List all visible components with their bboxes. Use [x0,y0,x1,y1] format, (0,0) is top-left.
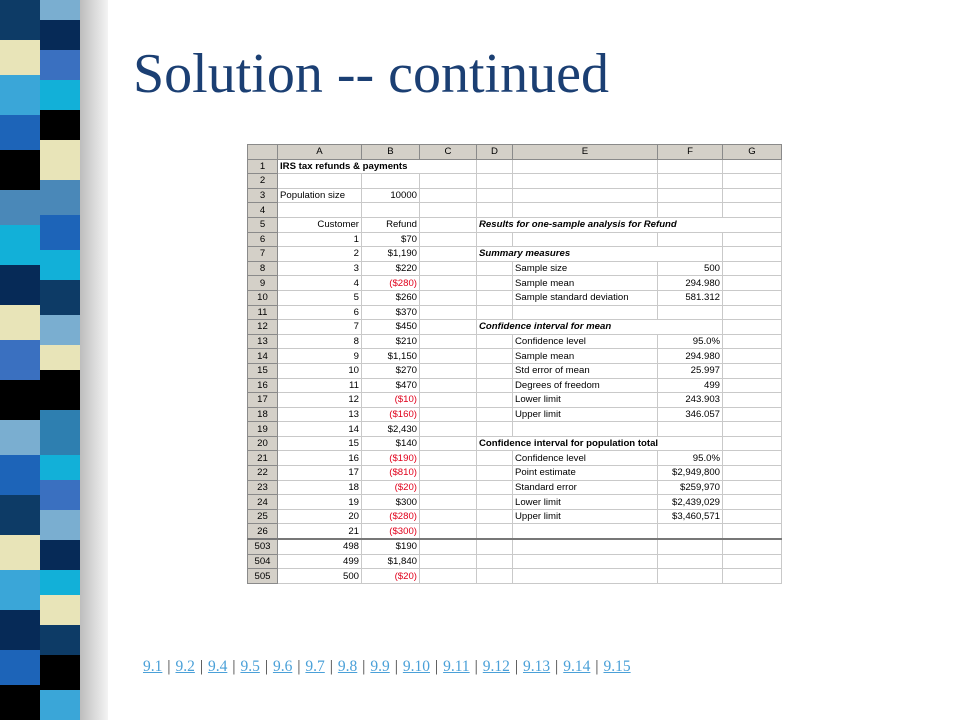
refund-header[interactable]: Refund [362,217,420,232]
refund-cell[interactable]: $220 [362,261,420,276]
cell-e[interactable] [513,159,658,174]
cell-g[interactable] [723,422,782,437]
label-cell[interactable] [513,524,658,539]
nav-link-9-1[interactable]: 9.1 [143,658,163,675]
cell-c[interactable] [420,393,477,408]
customer-cell[interactable]: 17 [278,466,362,481]
table-row [248,495,782,510]
cell-d[interactable] [477,334,513,349]
table-row [248,232,782,247]
table-row [248,174,782,189]
cell-c[interactable] [420,232,477,247]
refund-cell[interactable]: $190 [362,539,420,554]
nav-link-9-5[interactable]: 9.5 [240,658,260,675]
table-row [248,451,782,466]
table-row [248,466,782,481]
column-header-e[interactable]: E [513,145,658,160]
customer-cell[interactable]: 499 [278,554,362,569]
ci-mean-heading[interactable]: Confidence interval for mean [477,320,723,335]
population-label[interactable]: Population size [278,188,362,203]
cell-g[interactable] [723,290,782,305]
label-cell[interactable]: Sample mean [513,276,658,291]
refund-cell[interactable]: $210 [362,334,420,349]
cell-c[interactable] [420,247,477,262]
row-header[interactable]: 2 [248,174,278,189]
value-cell[interactable]: $3,460,571 [658,509,723,524]
label-cell[interactable] [513,174,658,189]
cell-g[interactable] [723,334,782,349]
cell-d[interactable] [477,569,513,584]
cell-g[interactable] [723,554,782,569]
nav-link-9-15[interactable]: 9.15 [603,658,631,675]
cell-c[interactable] [420,480,477,495]
cell-g[interactable] [723,495,782,510]
table-row [248,422,782,437]
cell-c[interactable] [420,261,477,276]
refund-cell[interactable]: $1,840 [362,554,420,569]
customer-cell[interactable]: 3 [278,261,362,276]
cell-c[interactable] [420,407,477,422]
row-header[interactable]: 14 [248,349,278,364]
cell-d[interactable] [477,451,513,466]
cell-g[interactable] [723,320,782,335]
value-cell[interactable]: 346.057 [658,407,723,422]
customer-cell[interactable]: 14 [278,422,362,437]
cell-g[interactable] [723,466,782,481]
cell-c[interactable] [420,305,477,320]
row-header[interactable]: 505 [248,569,278,584]
cell-g[interactable] [723,188,782,203]
row-header[interactable]: 16 [248,378,278,393]
column-header-row [248,145,782,160]
cell-c[interactable] [420,554,477,569]
refund-cell[interactable]: ($20) [362,480,420,495]
row-header[interactable]: 9 [248,276,278,291]
column-header-a[interactable]: A [278,145,362,160]
value-cell[interactable] [658,554,723,569]
row-header[interactable]: 3 [248,188,278,203]
cell-c[interactable] [420,495,477,510]
customer-cell[interactable]: 20 [278,509,362,524]
ci-total-heading[interactable]: Confidence interval for population total [477,436,723,451]
slide-title: Solution -- continued [133,43,609,105]
cell-c[interactable] [420,524,477,539]
table-row [248,569,782,584]
row-header[interactable]: 17 [248,393,278,408]
value-cell[interactable] [658,232,723,247]
cell-c[interactable] [420,349,477,364]
customer-cell[interactable]: 498 [278,539,362,554]
table-row [248,159,782,174]
cell-c[interactable] [420,217,477,232]
cell-c[interactable] [420,334,477,349]
table-row [248,554,782,569]
customer-cell[interactable]: 11 [278,378,362,393]
cell-c[interactable] [420,276,477,291]
row-header[interactable]: 24 [248,495,278,510]
cell-g[interactable] [723,407,782,422]
decorative-stripe [0,0,110,720]
cell-f[interactable] [658,159,723,174]
table-row [248,436,782,451]
cell-d[interactable] [477,305,513,320]
refund-cell[interactable]: ($300) [362,524,420,539]
stripe-shadow [80,0,108,720]
cell-g[interactable] [723,569,782,584]
refund-cell[interactable]: ($810) [362,466,420,481]
cell-d[interactable] [477,509,513,524]
value-cell[interactable]: $259,970 [658,480,723,495]
refund-cell[interactable]: $270 [362,363,420,378]
customer-cell[interactable]: 15 [278,436,362,451]
refund-cell[interactable]: ($20) [362,569,420,584]
nav-separator: | [264,658,268,675]
cell-d[interactable] [477,203,513,218]
table-row [248,247,782,262]
cell-c[interactable] [420,466,477,481]
row-header[interactable]: 18 [248,407,278,422]
label-cell[interactable] [513,232,658,247]
cell-g[interactable] [723,159,782,174]
nav-link-9-11[interactable]: 9.11 [443,658,470,675]
customer-cell[interactable]: 19 [278,495,362,510]
value-cell[interactable] [658,174,723,189]
cell-g[interactable] [723,276,782,291]
refund-cell[interactable]: $1,150 [362,349,420,364]
refund-cell[interactable]: $1,190 [362,247,420,262]
population-value[interactable]: 10000 [362,188,420,203]
row-header[interactable]: 22 [248,466,278,481]
cell-d[interactable] [477,261,513,276]
table-row [248,188,782,203]
label-cell[interactable]: Degrees of freedom [513,378,658,393]
nav-separator: | [435,658,439,675]
nav-link-9-6[interactable]: 9.6 [272,658,293,675]
cell-c[interactable] [420,188,477,203]
nav-link-9-14[interactable]: 9.14 [563,658,591,675]
customer-cell[interactable]: 10 [278,363,362,378]
table-row [248,349,782,364]
cell-f[interactable] [658,188,723,203]
cell-g[interactable] [723,247,782,262]
nav-separator: | [297,658,301,675]
table-row [248,509,782,524]
label-cell[interactable] [513,203,658,218]
table-row [248,393,782,408]
label-cell[interactable]: Sample standard deviation [513,290,658,305]
cell-d[interactable] [477,524,513,539]
table-row [248,480,782,495]
row-header[interactable]: 13 [248,334,278,349]
nav-link-9-13[interactable]: 9.13 [523,658,551,675]
value-cell[interactable]: 581.312 [658,290,723,305]
customer-cell[interactable]: 13 [278,407,362,422]
nav-separator: | [555,658,559,675]
nav-separator: | [595,658,599,675]
refund-cell[interactable]: $2,430 [362,422,420,437]
cell-g[interactable] [723,480,782,495]
cell-d[interactable] [477,539,513,554]
spreadsheet-grid [247,144,782,584]
refund-cell[interactable]: $370 [362,305,420,320]
label-cell[interactable]: Lower limit [513,495,658,510]
label-cell[interactable]: Std error of mean [513,363,658,378]
customer-header[interactable]: Customer [278,217,362,232]
cell-c[interactable] [420,509,477,524]
cell-g[interactable] [723,261,782,276]
value-cell[interactable]: 25.997 [658,363,723,378]
slide-nav-links [143,658,631,676]
value-cell[interactable]: 500 [658,261,723,276]
value-cell[interactable]: 294.980 [658,276,723,291]
row-header[interactable]: 19 [248,422,278,437]
table-row [248,305,782,320]
label-cell[interactable]: Sample size [513,261,658,276]
column-header-b[interactable]: B [362,145,420,160]
value-cell[interactable]: 243.903 [658,393,723,408]
title-cell[interactable]: IRS tax refunds & payments [278,159,477,174]
table-row [248,539,782,554]
cell-c[interactable] [420,539,477,554]
nav-link-9-7[interactable]: 9.7 [305,658,325,675]
customer-cell[interactable]: 8 [278,334,362,349]
cell-d[interactable] [477,393,513,408]
table-row [248,203,782,218]
corner-cell[interactable] [248,145,278,160]
cell-d[interactable] [477,276,513,291]
customer-cell[interactable]: 500 [278,569,362,584]
nav-separator: | [474,658,478,675]
table-row [248,334,782,349]
cell-c[interactable] [420,422,477,437]
label-cell[interactable]: Standard error [513,480,658,495]
label-cell[interactable] [513,422,658,437]
refund-cell[interactable]: $260 [362,290,420,305]
row-header[interactable]: 12 [248,320,278,335]
refund-cell[interactable]: ($280) [362,276,420,291]
cell-d[interactable] [477,554,513,569]
cell-g[interactable] [723,509,782,524]
value-cell[interactable] [658,524,723,539]
customer-cell[interactable]: 5 [278,290,362,305]
value-cell[interactable]: 95.0% [658,451,723,466]
cell-g[interactable] [723,363,782,378]
refund-cell[interactable]: $70 [362,232,420,247]
row-header[interactable]: 10 [248,290,278,305]
label-cell[interactable] [513,569,658,584]
spreadsheet [247,144,781,611]
cell-g[interactable] [723,451,782,466]
row-header[interactable]: 21 [248,451,278,466]
refund-cell[interactable]: ($160) [362,407,420,422]
value-cell[interactable]: $2,439,029 [658,495,723,510]
cell-g[interactable] [723,349,782,364]
cell-d[interactable] [477,378,513,393]
table-row [248,261,782,276]
nav-link-9-2[interactable]: 9.2 [175,658,195,675]
row-header[interactable]: 4 [248,203,278,218]
column-header-f[interactable]: F [658,145,723,160]
cell-g[interactable] [723,232,782,247]
nav-link-9-12[interactable]: 9.12 [482,658,510,675]
table-row [248,407,782,422]
cell-d[interactable] [477,232,513,247]
refund-cell[interactable]: ($10) [362,393,420,408]
customer-cell[interactable]: 2 [278,247,362,262]
customer-cell[interactable] [278,174,362,189]
label-cell[interactable]: Sample mean [513,349,658,364]
value-cell[interactable]: 294.980 [658,349,723,364]
refund-cell[interactable]: $140 [362,436,420,451]
cell-d[interactable] [477,480,513,495]
value-cell[interactable] [658,569,723,584]
label-cell[interactable]: Upper limit [513,407,658,422]
table-row [248,524,782,539]
nav-link-9-10[interactable]: 9.10 [402,658,430,675]
customer-cell[interactable]: 6 [278,305,362,320]
customer-cell[interactable]: 21 [278,524,362,539]
cell-d[interactable] [477,495,513,510]
cell-d[interactable] [477,407,513,422]
results-heading[interactable]: Results for one-sample analysis for Refund [477,217,782,232]
label-cell[interactable]: Lower limit [513,393,658,408]
row-header[interactable]: 20 [248,436,278,451]
value-cell[interactable] [658,539,723,554]
row-header[interactable]: 503 [248,539,278,554]
cell-d[interactable] [477,466,513,481]
nav-separator: | [362,658,366,675]
cell-c[interactable] [420,203,477,218]
cell-c[interactable] [420,436,477,451]
cell-d[interactable] [477,188,513,203]
nav-separator: | [394,658,398,675]
row-header[interactable]: 504 [248,554,278,569]
refund-cell[interactable]: $300 [362,495,420,510]
customer-cell[interactable]: 4 [278,276,362,291]
row-header[interactable]: 26 [248,524,278,539]
refund-cell[interactable] [362,203,420,218]
column-header-g[interactable]: G [723,145,782,160]
label-cell[interactable]: Confidence level [513,451,658,466]
refund-cell[interactable]: ($280) [362,509,420,524]
nav-link-9-8[interactable]: 9.8 [337,658,358,675]
table-row [248,290,782,305]
cell-d[interactable] [477,159,513,174]
nav-separator: | [232,658,236,675]
refund-cell[interactable] [362,174,420,189]
cell-d[interactable] [477,422,513,437]
table-row [248,378,782,393]
row-header[interactable]: 5 [248,217,278,232]
row-header[interactable]: 25 [248,509,278,524]
label-cell[interactable] [513,305,658,320]
stripe-column-left [0,0,40,720]
refund-cell[interactable]: $450 [362,320,420,335]
cell-g[interactable] [723,203,782,218]
customer-cell[interactable] [278,203,362,218]
label-cell[interactable]: Point estimate [513,466,658,481]
cell-d[interactable] [477,174,513,189]
table-row [248,276,782,291]
cell-g[interactable] [723,393,782,408]
row-header[interactable]: 8 [248,261,278,276]
nav-separator: | [514,658,519,675]
nav-separator: | [199,658,203,675]
row-header[interactable]: 7 [248,247,278,262]
label-cell[interactable] [513,539,658,554]
cell-c[interactable] [420,320,477,335]
table-row [248,363,782,378]
label-cell[interactable] [513,554,658,569]
cell-g[interactable] [723,305,782,320]
cell-g[interactable] [723,436,782,451]
value-cell[interactable] [658,203,723,218]
row-header[interactable]: 6 [248,232,278,247]
label-cell[interactable]: Confidence level [513,334,658,349]
cell-g[interactable] [723,539,782,554]
column-header-d[interactable]: D [477,145,513,160]
cell-c[interactable] [420,378,477,393]
row-header[interactable]: 1 [248,159,278,174]
cell-g[interactable] [723,174,782,189]
refund-cell[interactable]: $470 [362,378,420,393]
cell-g[interactable] [723,524,782,539]
value-cell[interactable] [658,422,723,437]
cell-c[interactable] [420,290,477,305]
value-cell[interactable] [658,305,723,320]
row-header[interactable]: 15 [248,363,278,378]
summary-heading[interactable]: Summary measures [477,247,723,262]
customer-cell[interactable]: 9 [278,349,362,364]
nav-separator: | [167,658,171,675]
value-cell[interactable]: 499 [658,378,723,393]
stripe-column-right [40,0,80,720]
cell-c[interactable] [420,451,477,466]
refund-cell[interactable]: ($190) [362,451,420,466]
cell-g[interactable] [723,378,782,393]
nav-separator: | [329,658,333,675]
customer-cell[interactable]: 12 [278,393,362,408]
cell-c[interactable] [420,363,477,378]
value-cell[interactable]: $2,949,800 [658,466,723,481]
cell-d[interactable] [477,290,513,305]
row-header[interactable]: 11 [248,305,278,320]
cell-d[interactable] [477,349,513,364]
label-cell[interactable]: Upper limit [513,509,658,524]
value-cell[interactable]: 95.0% [658,334,723,349]
customer-cell[interactable]: 7 [278,320,362,335]
row-header[interactable]: 23 [248,480,278,495]
column-header-c[interactable]: C [420,145,477,160]
cell-c[interactable] [420,174,477,189]
cell-c[interactable] [420,569,477,584]
cell-d[interactable] [477,363,513,378]
customer-cell[interactable]: 16 [278,451,362,466]
nav-link-9-9[interactable]: 9.9 [370,658,390,675]
table-row [248,217,782,232]
customer-cell[interactable]: 18 [278,480,362,495]
table-row [248,320,782,335]
cell-e[interactable] [513,188,658,203]
customer-cell[interactable]: 1 [278,232,362,247]
nav-link-9-4[interactable]: 9.4 [207,658,228,675]
